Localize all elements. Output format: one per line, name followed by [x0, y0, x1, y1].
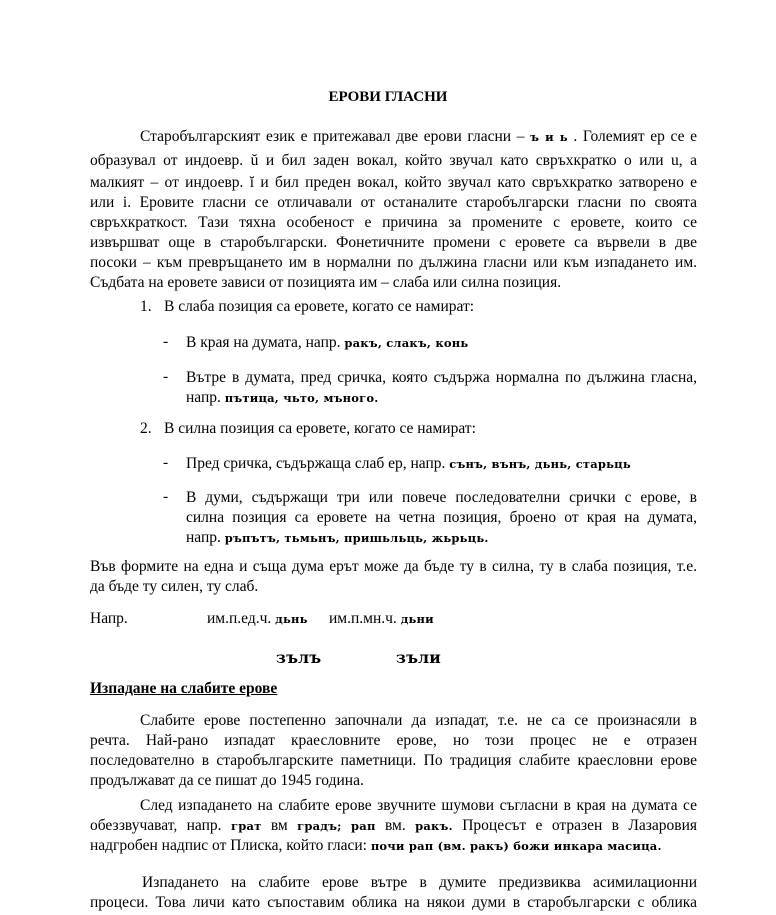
list-number-2: 2.	[140, 420, 152, 437]
section-heading: Изпадане на слабите ерове	[90, 680, 278, 697]
list-dash: -	[163, 488, 169, 505]
weak-item-1: В края на думата, напр. ракъ, слакъ, конь	[186, 334, 469, 351]
strong-item-1: Пред сричка, съдържаща слаб ер, напр. сънъ, вънъ, дьнь, старьць	[186, 455, 631, 472]
weak-heading: В слаба позиция са еровете, когато се намират:	[164, 298, 475, 315]
section2-paragraph-1: Слабите ерове постепенно започнали да изпадат, т.е. не са се произнасяли в речта. Най-рано изпадат краесловните ерове, но този процес не е отразен последователно в старобългарските паметници. По традиция слабите краесловни ерове продължават да се пишат до 1945 година.	[90, 712, 697, 789]
list-dash: -	[163, 333, 169, 350]
list-dash: -	[163, 454, 169, 471]
pl-word-2: зъли	[396, 648, 442, 667]
intro-line-7: посоки – към превръщането им в нормални по дължина гласни или към изпадането им.	[90, 254, 697, 271]
strong-item-2: В думи, съдържащи три или повече последователни срички с ерове, в силна позиция са еровете на четна позиция, броено от края на думата, напр. ръпътъ, тьмьнъ, пришьльць, жьрьць.	[186, 489, 697, 546]
section2-paragraph-2: След изпадането на слабите ерове звучните шумови съгласни в края на думата се обеззвучават, напр. грат вм градъ; рап вм. ракъ. Процесът е отразен в Лазаровия надгробен надпис от Плиска, който гласи: почи рап (вм. ракъ) божи инкара масица.	[90, 797, 698, 854]
napr-label: Напр.	[90, 610, 128, 627]
intro-line-2: образувал от индоевр. ŭ и бил заден вокал, който звучал като свръхкратко о или u, а	[90, 152, 698, 169]
section2-paragraph-3: Изпадането на слабите ерове вътре в думите предизвиква асимилационни процеси. Това личи като съпоставим облика на някои думи в старобългарски с облика	[90, 874, 697, 911]
sg-word-2: зълъ	[276, 648, 322, 667]
page-title: ЕРОВИ ГЛАСНИ	[328, 89, 448, 105]
intro-line-8: Съдбата на еровете зависи от позицията им – слаба или силна позиция.	[90, 274, 562, 291]
strong-heading: В силна позиция са еровете, когато се намират:	[164, 420, 476, 437]
intro-line-4: или i. Еровите гласни се отличавали от останалите старобългарски гласни по своята	[90, 194, 697, 211]
intro-paragraph	[90, 127, 697, 293]
weak-item-2: Вътре в думата, пред сричка, която съдържа нормална по дължина гласна, напр. пътица, чьто, мъного.	[186, 369, 697, 406]
list-number-1: 1.	[140, 298, 152, 315]
list-dash: -	[163, 368, 169, 385]
pl-label: им.п.мн.ч. дьни	[329, 610, 434, 627]
intro-line-6: извършват още в старобългарски. Фонетичните промени с еровете са вървели в две	[90, 234, 697, 251]
intro-line-3: малкият – от индоевр. ĭ и бил преден вокал, който звучал като свръхкратко затворено е	[90, 174, 698, 191]
er-letters: ъ и ь	[530, 130, 568, 144]
sg-label: им.п.ед.ч. дьнь	[207, 610, 308, 627]
forms-paragraph: Във формите на една и съща дума ерът може да бъде ту в силна, ту в слаба позиция, т.е. да бъде ту силен, ту слаб.	[90, 558, 697, 595]
intro-line-5: свръхкраткост. Тази тяхна особеност е причина за промените с еровете, които се	[90, 214, 697, 231]
intro-line-1: Старобългарският език е притежавал две ерови гласни – ъ и ь . Големият ер се е	[140, 128, 698, 145]
